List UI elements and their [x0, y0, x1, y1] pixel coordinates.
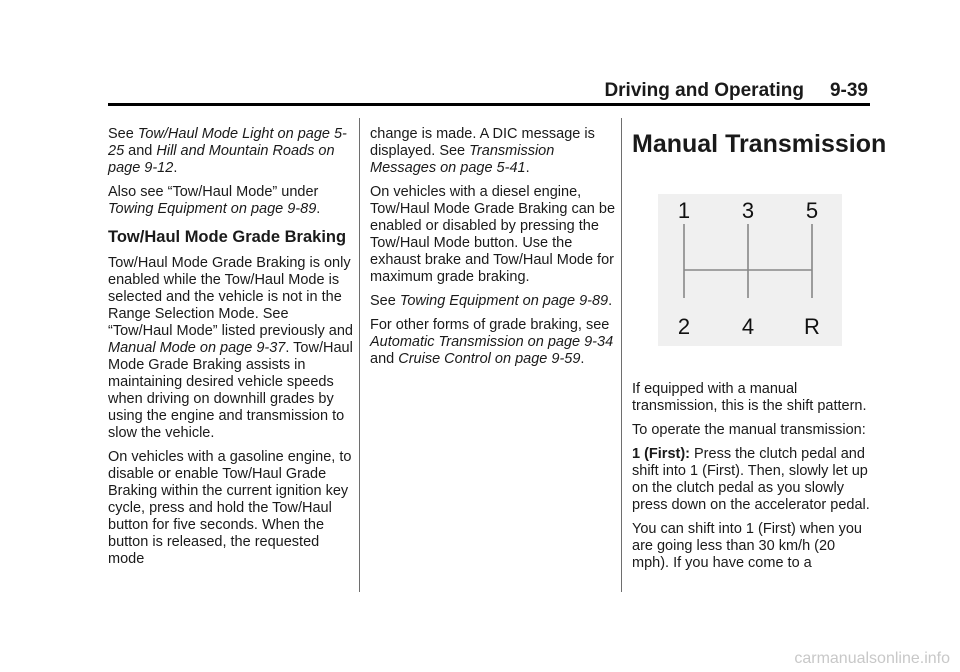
paragraph-lead-label: 1 (First):: [632, 446, 690, 462]
text-run: .: [580, 351, 585, 367]
cross-reference: Hill and Mountain Roads on page 9-12: [108, 143, 335, 176]
column-divider: [359, 118, 360, 592]
gear-label: 3: [741, 198, 755, 223]
text-run: For other forms of grade braking, see: [370, 317, 610, 333]
header-rule: [108, 103, 870, 106]
gear-label: 1: [677, 198, 691, 223]
cross-reference: Cruise Control on page 9-59: [398, 351, 581, 367]
text-run: See: [108, 126, 138, 142]
shift-pattern-figure: [658, 194, 872, 351]
paragraph: [108, 184, 356, 218]
paragraph: [632, 446, 872, 514]
text-run: On vehicles with a diesel engine, Tow/Haul Mode Grade Braking can be enabled or disabled by pressing the Tow/Haul Mode button. Use the exhaust brake and Tow/Haul Mode for maximum grade braking.: [370, 184, 616, 285]
paragraph: [108, 255, 356, 442]
shift-pattern-diagram: [658, 194, 842, 346]
paragraph: [370, 293, 618, 310]
section-heading: Manual Transmission: [632, 130, 887, 158]
cross-reference: Tow/Haul Mode Light on page 5-25: [108, 126, 347, 159]
paragraph: [370, 126, 618, 177]
text-run: You can shift into 1 (First) when you are going less than 30 km/h (20 mph). If you have come to a: [632, 521, 862, 571]
text-run: Also see “Tow/Haul Mode” under: [108, 184, 319, 200]
cross-reference: Automatic Transmission on page 9-34: [370, 334, 614, 350]
cross-reference: Manual Mode on page 9-37: [108, 340, 286, 356]
gear-label: 5: [805, 198, 819, 223]
text-column-1: [108, 126, 356, 575]
text-run: To operate the manual transmission:: [632, 422, 866, 438]
text-run: and: [124, 143, 157, 159]
text-run: . Tow/Haul Mode Grade Braking assists in maintaining desired vehicle speeds when driving on downhill grades by using the engine and transmission to slow the vehicle.: [108, 340, 353, 441]
text-run: Press the clutch pedal and shift into 1 (First). Then, slowly let up on the clutch pedal as you slowly press down on the accelerator pedal.: [632, 446, 870, 513]
paragraph: [632, 521, 872, 572]
text-run: If equipped with a manual transmission, this is the shift pattern.: [632, 381, 867, 414]
text-run: .: [173, 160, 178, 176]
text-run: .: [525, 160, 530, 176]
text-run: On vehicles with a gasoline engine, to disable or enable Tow/Haul Grade Braking within the current ignition key cycle, press and hold the Tow/Haul button for five seconds. When the button is released, the requested mode: [108, 449, 352, 567]
gear-label: 4: [741, 314, 755, 339]
text-run: .: [608, 293, 613, 309]
text-run: and: [370, 351, 399, 367]
subsection-heading: Tow/Haul Mode Grade Braking: [108, 228, 347, 246]
page-number: 9-39: [829, 80, 868, 101]
watermark: carmanualsonline.info: [794, 650, 950, 667]
gear-label: 2: [677, 314, 691, 339]
text-column-2: [370, 126, 618, 375]
text-run: change is made. A DIC message is displayed. See: [370, 126, 595, 159]
text-run: See: [370, 293, 400, 309]
paragraph: [370, 184, 618, 286]
paragraph: [108, 449, 356, 568]
paragraph: [632, 381, 872, 415]
section-title: Driving and Operating: [604, 80, 804, 101]
cross-reference: Towing Equipment on page 9-89: [399, 293, 609, 309]
text-run: .: [316, 201, 321, 217]
cross-reference: Towing Equipment on page 9-89: [108, 201, 317, 217]
gear-label: R: [804, 314, 820, 339]
running-header: [604, 80, 868, 102]
column-divider: [621, 118, 622, 592]
text-column-3: [632, 126, 887, 579]
paragraph: [108, 126, 356, 177]
paragraph: [632, 422, 872, 439]
cross-reference: Transmission Messages on page 5-41: [370, 143, 555, 176]
text-run: Tow/Haul Mode Grade Braking is only enabled while the Tow/Haul Mode is selected and the vehicle is not in the Range Selection Mode. See “Tow/Haul Mode” listed previously and: [108, 255, 353, 339]
paragraph: [370, 317, 618, 368]
